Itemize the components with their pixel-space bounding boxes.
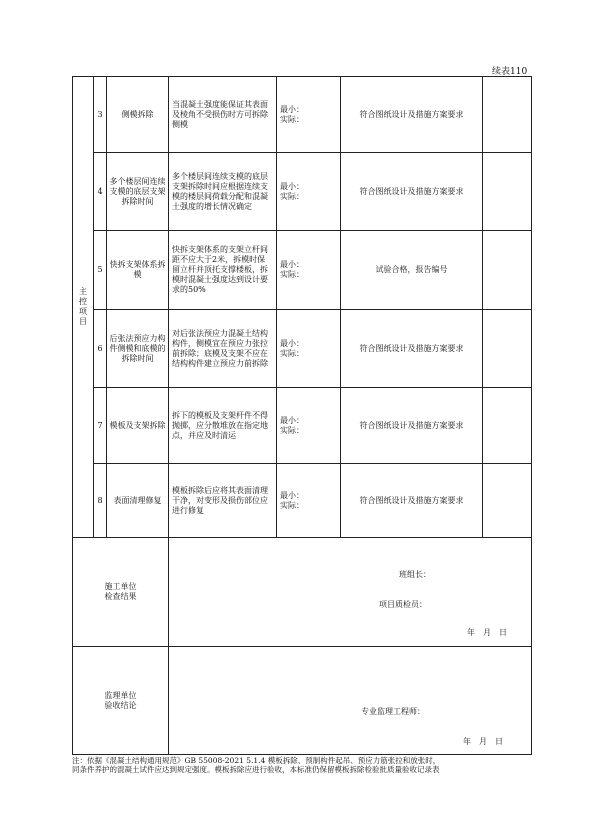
supervision-date: 年 月 日 bbox=[463, 737, 503, 746]
supervision-label-cell bbox=[73, 647, 169, 755]
table-row bbox=[73, 77, 532, 153]
row-number: 4 bbox=[94, 153, 107, 231]
row-number: 7 bbox=[94, 388, 107, 464]
requirement-text: 当混凝土强度能保证其表面及棱角不受损伤时方可拆除侧模 bbox=[169, 77, 277, 153]
check-record bbox=[277, 77, 341, 153]
footer-note bbox=[72, 756, 532, 774]
table-row bbox=[73, 231, 532, 310]
inspector-label: 项目质检员： bbox=[379, 600, 427, 609]
result-text: 符合图纸设计及措施方案要求 bbox=[341, 388, 483, 464]
requirement-text: 多个楼层间连续支模的底层支架拆除时间应根据连续支模的楼层间荷载分配和混凝土强度的增长情况确定 bbox=[169, 153, 277, 231]
check-record bbox=[277, 388, 341, 464]
actual-label: 实际： bbox=[280, 191, 304, 201]
item-name: 快拆支架体系拆模 bbox=[107, 231, 169, 310]
remark-cell bbox=[483, 388, 532, 464]
check-record bbox=[277, 231, 341, 310]
requirement-text: 模板拆除后应将其表面清理干净，对变形及损伤部位应进行修复 bbox=[169, 464, 277, 538]
remark-cell bbox=[483, 464, 532, 538]
category-cell bbox=[73, 77, 94, 538]
footer-line1: 注：依据《混凝土结构通用规范》GB 55008-2021 5.1.4 模板拆除、预制构件起吊、预应力筋张拉和放张时， bbox=[72, 756, 441, 765]
row-number: 5 bbox=[94, 231, 107, 310]
actual-label: 实际： bbox=[280, 270, 304, 279]
footer-line2: 同条件养护的混凝土试件应达到规定强度。模板拆除应进行验收，本标准仍保留模板拆除检验批质量验收记录表 bbox=[72, 765, 440, 774]
supervision-label-line2: 验收结论 bbox=[104, 700, 137, 710]
remark-cell bbox=[483, 153, 532, 231]
result-text: 符合图纸设计及措施方案要求 bbox=[341, 464, 483, 538]
item-name: 表面清理修复 bbox=[107, 464, 169, 538]
construction-sign-area bbox=[169, 538, 532, 647]
supervision-label-line1: 监理单位 bbox=[104, 690, 137, 700]
construction-label-cell bbox=[73, 538, 169, 647]
min-label: 最小： bbox=[280, 490, 304, 500]
construction-check-row bbox=[73, 538, 532, 647]
result-text: 试验合格，报告编号 bbox=[341, 231, 483, 310]
check-record bbox=[277, 153, 341, 231]
row-number: 6 bbox=[94, 310, 107, 388]
remark-cell bbox=[483, 310, 532, 388]
item-name: 多个楼层间连续支模的底层支架拆除时间 bbox=[107, 153, 169, 231]
row-number: 8 bbox=[94, 464, 107, 538]
inspection-table bbox=[72, 76, 532, 755]
continued-table-label: 续表110 bbox=[492, 67, 528, 77]
item-name: 模板及支架拆除 bbox=[107, 388, 169, 464]
table-row bbox=[73, 464, 532, 538]
supervision-sign-area bbox=[169, 647, 532, 755]
min-label: 最小： bbox=[280, 260, 304, 269]
construction-date: 年 月 日 bbox=[467, 628, 507, 637]
actual-label: 实际： bbox=[280, 348, 304, 358]
check-record bbox=[277, 464, 341, 538]
min-label: 最小： bbox=[280, 338, 304, 348]
table-row bbox=[73, 310, 532, 388]
remark-cell bbox=[483, 231, 532, 310]
check-record bbox=[277, 310, 341, 388]
construction-label-line1: 施工单位 bbox=[104, 582, 137, 591]
min-label: 最小： bbox=[280, 181, 304, 191]
requirement-text: 对后张法预应力混凝土结构构件，侧模宜在预应力张拉前拆除；底模及支架不应在结构构件建立预应力前拆除 bbox=[169, 310, 277, 388]
engineer-label: 专业监理工程师： bbox=[361, 707, 425, 716]
requirement-text: 快拆支架体系的支架立杆间距不应大于2米，拆模时保留立杆并顶托支撑楼板，拆模时混凝土强度达到设计要求的50% bbox=[169, 231, 277, 310]
actual-label: 实际： bbox=[280, 500, 304, 510]
supervision-row bbox=[73, 647, 532, 755]
category-label: 主控项目 bbox=[79, 287, 87, 326]
result-text: 符合图纸设计及措施方案要求 bbox=[341, 77, 483, 153]
requirement-text: 拆下的模板及支架杆件不得抛掷，应分散堆放在指定地点，并应及时清运 bbox=[169, 388, 277, 464]
actual-label: 实际： bbox=[280, 425, 304, 435]
remark-cell bbox=[483, 77, 532, 153]
actual-label: 实际： bbox=[280, 114, 304, 124]
team-leader-label: 班组长： bbox=[399, 570, 431, 579]
min-label: 最小： bbox=[280, 415, 304, 425]
result-text: 符合图纸设计及措施方案要求 bbox=[341, 310, 483, 388]
row-number: 3 bbox=[94, 77, 107, 153]
result-text: 符合图纸设计及措施方案要求 bbox=[341, 153, 483, 231]
item-name: 后张法预应力构件侧模和底模的拆除时间 bbox=[107, 310, 169, 388]
min-label: 最小： bbox=[280, 104, 304, 114]
table-row bbox=[73, 388, 532, 464]
table-row bbox=[73, 153, 532, 231]
item-name: 侧模拆除 bbox=[107, 77, 169, 153]
construction-label-line2: 检查结果 bbox=[104, 592, 137, 601]
